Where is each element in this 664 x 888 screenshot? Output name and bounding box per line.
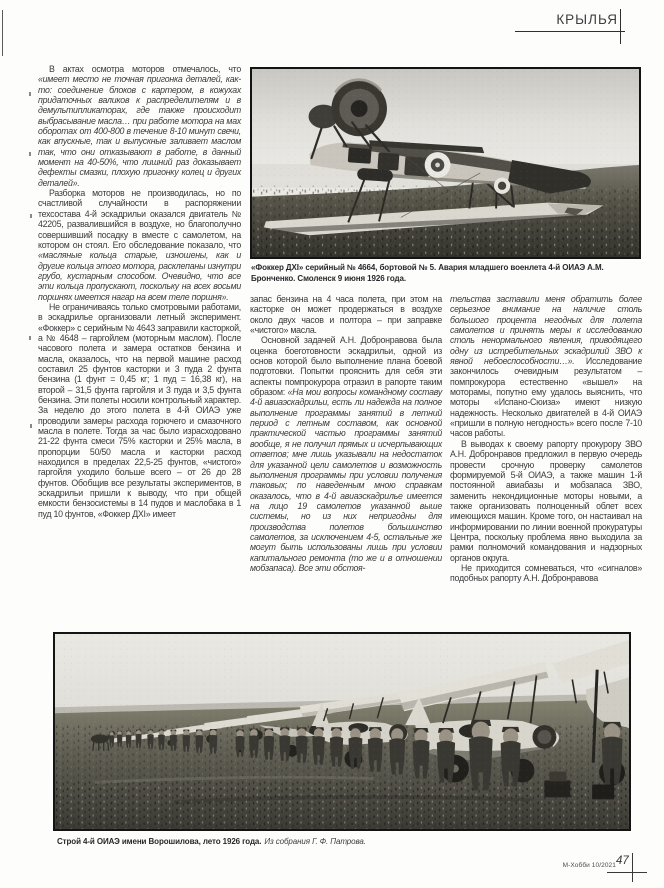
- lineup-caption-credit: Из собрания Г. Ф. Патрова.: [264, 837, 366, 846]
- lineup-caption-main: Строй 4-й ОИАЭ имени Ворошилова, лето 1926 года.: [57, 837, 262, 846]
- crash-photo-illustration: [252, 69, 639, 257]
- paragraph: запас бензина на 4 часа полета, при этом на касторке он может продержаться в воздухе около двух часов и полтора – при заправке «чистого» масла.: [250, 294, 442, 336]
- footer-page-number: 47: [616, 855, 629, 867]
- scan-speck: [29, 92, 31, 96]
- paragraph: тельства заставили меня обратить более серьезное внимание на наличие столь большого процента негодных для полета самолетов и принять меры к исследованию столь ненормального явления, приводящего одну из истребительных эскадрилий ЗВО к явной небоеспособности…». Исследование закончилось очевидным результатом – помпрокурора естественно «вышел» на моторамы, попутно ему удалось выяснить, что моторы «Испано-Сюиза» имеют низкую надежность. Несколько двигателей в 4-й ОИАЭ «пришли в полную негодность» всего после 7-10 часов работы.: [450, 294, 642, 439]
- paragraph: Не приходится сомневаться, что «сигналов» подобных рапорту А.Н. Добронравова: [450, 562, 642, 584]
- paragraph: Основной задачей А.Н. Добронравова была оценка боеготовности эскадрильи, одной из основ которой было выполнение плана боевой подготовки. Попытки прояснить для себя эти аспекты помпрокурора отразил в рапорте таким образом: «На мои вопросы командному составу 4-й авиаэскадрильи, есть ли надежда на полное выполнение программы занятий в летний период с летным составом, как основной практической частью программы занятий вообще, я не получил прямых и исчерпывающих ответов; мне лишь указывали на недостаток для указанной цели самолетов и возможность выполнения программы при условии получения таковых; по наведенным мною справкам оказалось, что в 4-й авиаэскадрилье имеется на лицо 19 самолетов указанной выше системы, но из них непригодны для производства полетов большинство самолетов, за исключением 4-5, остальные же могут быть использованы лишь при условии капитального ремонта (то же и в отношении мобзапаса). Все эти обстоя-: [250, 335, 442, 573]
- lineup-photo-illustration: [55, 634, 629, 829]
- lineup-photo: [53, 632, 631, 831]
- footer-magazine-issue: М-Хобби 10/2021: [562, 862, 616, 869]
- scan-speck: [30, 424, 32, 428]
- footer-rule-horizontal: [607, 872, 647, 873]
- footer-rule-vertical: [632, 853, 633, 882]
- lineup-photo-caption: [57, 837, 622, 848]
- paragraph: Не ограничиваясь только смотровыми работами, в эскадрилье организовали летный эксперимент. «Фоккер» с серийным № 4643 заправили касторкой, а № 4648 – гаргойлем (моторным маслом). После часового полета и замера остатков бензина и масла, оказалось, что на первой машине расход составил 25 фунтов касторки и 3 пуда 2 фунта бензина (1 фунт = 0,45 кг; 1 пуд = 16,38 кг), на второй – 31,5 фунта гаргойля и 3 пуда и 3,5 фунта бензина. Эти полеты носили контрольный характер. За неделю до этого полета в 4-й ОИАЭ уже проводили замеры расхода горючего и смазочного масла в полете. Тогда за час было израсходовано 21-22 фунта смеси 75% касторки и 25% масла, в пропорции 50/50 масла и касторки расход находился в пределах 22,5-25 фунтов, «чистого» гаргойля уходило больше всего – от 26 до 28 фунтов. Обобщив все результаты экспериментов, в эскадрильи пришли к выводу, что при общей емкости бензосистемы в 14 пудов и маслобака в 1 пуд 10 фунтов, «Фоккер ДХI» имеет: [38, 301, 241, 519]
- paragraph: В актах осмотра моторов отмечалось, что «имеет место не точная пригонка деталей, как-то: соединение блоков с картером, в кожухах придаточных валиков к распределителям и в демультипликаторах, где также происходит выбрасывание масла… при работе мотора на мах оборотах от 400-800 в течение 8-10 минут свечи, как впускные, так и выпускные заливает маслом так, что они отказывают в работе, в данный момент на 40-50%, что лишний раз доказывает дефекты смазки, плохую пригонку колец и других деталей».: [38, 64, 241, 188]
- text-column-middle: [250, 294, 442, 573]
- page-edge-mark: [2, 10, 3, 56]
- header-rule-vertical: [620, 9, 621, 44]
- crash-photo: [250, 67, 641, 259]
- paragraph: Разборка моторов не производилась, но по счастливой случайности в распоряжении техсостава 4-й эскадрильи оказался двигатель № 42205, развалившийся в воздухе, но благополучно совершивший посадку в вместе с самолетом, на котором он стоял. Его обследование показало, что «масляные кольца старые, изношены, как и другие кольца этого мотора, расклепаны изнутри грубо, кустарным способом. Очевидно, что все эти кольца пропускают, поскольку на всех восьми поршнях имеется нагар на всем теле поршня».: [38, 188, 241, 302]
- paragraph: В выводах к своему рапорту прокурору ЗВО А.Н. Добронравов предложил в первую очередь провести срочную проверку самолетов формируемой 5-й ОИАЭ, а также машин 1-й постоянной авиабазы и мобзапаса ЗВО, заменить некондиционные моторы новыми, а также организовать полноценный облет всех имеющихся машин. Кроме того, он настаивал на информировании по линии военной прокуратуры Центра, поскольку проблема явно выходила за рамки полномочий командования и надзорных органов округа.: [450, 438, 642, 563]
- text-column-left: [38, 64, 241, 519]
- text-column-right: [450, 294, 642, 584]
- crash-photo-caption: «Фоккер ДХI» серийный № 4664, бортовой № 5. Авария младшего военлета 4-й ОИАЭ А.М. Бронченко. Смоленск 9 июня 1926 года.: [251, 263, 604, 283]
- scan-speck: [29, 336, 31, 340]
- header-rule-horizontal: [515, 31, 625, 32]
- section-title: КРЫЛЬЯ: [556, 12, 618, 27]
- scan-speck: [30, 214, 32, 218]
- scan-speck: [29, 152, 31, 156]
